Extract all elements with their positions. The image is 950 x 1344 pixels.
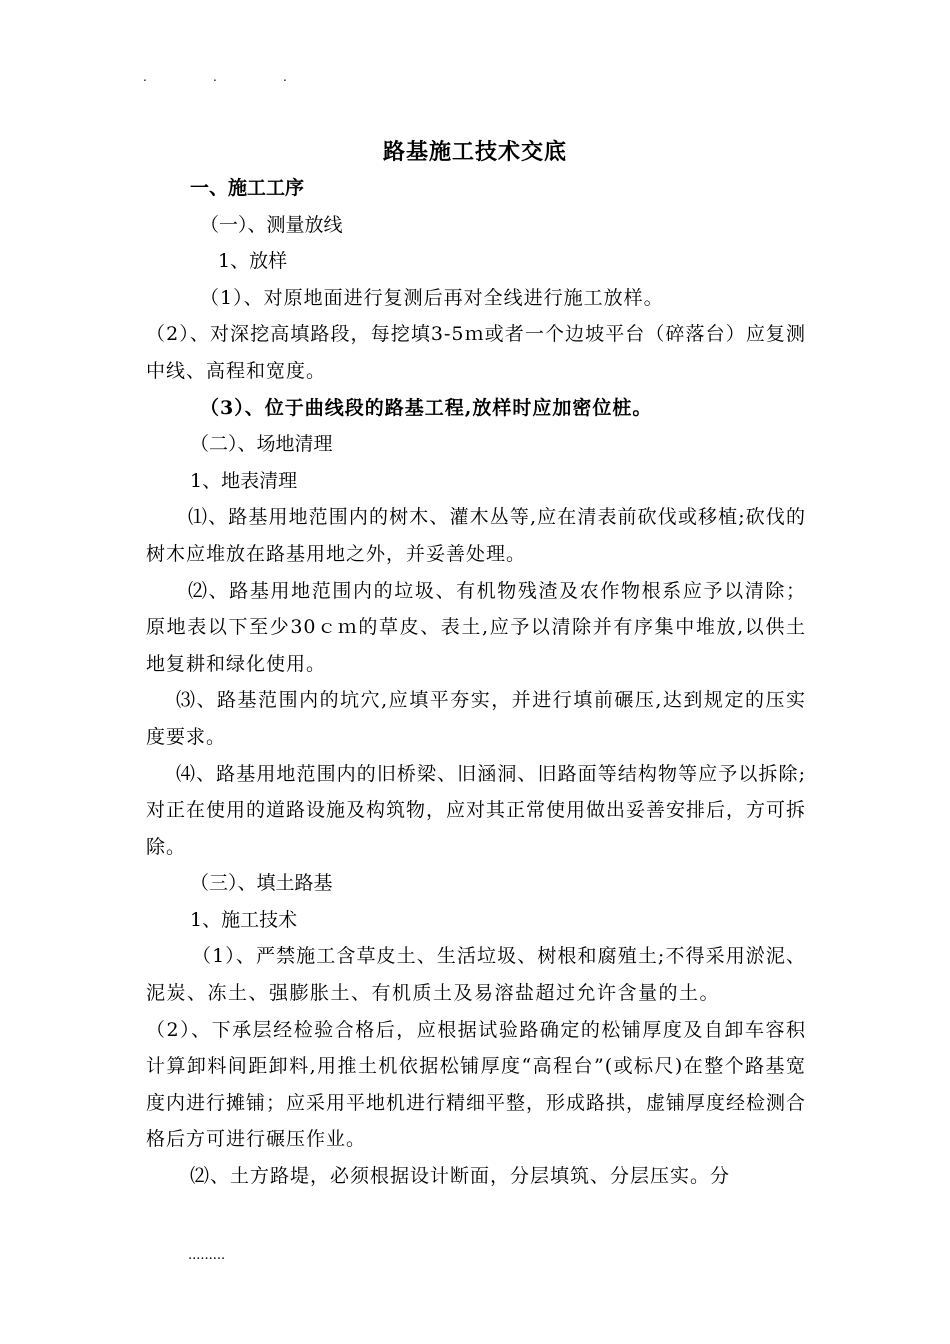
paragraph: ⑷、路基用地范围内的旧桥梁、旧涵洞、旧路面等结构物等应予以拆除;对正在使用的道路设施及构筑物，应对其正常使用做出妥善安排后，方可拆除。 — [146, 762, 807, 858]
paragraph: ⑶、路基范围内的坑穴,应填平夯实，并进行填前碾压,达到规定的压实度要求。 — [146, 689, 806, 748]
document-body — [146, 170, 806, 1195]
paragraph: ⑵、路基用地范围内的垃圾、有机物残渣及农作物根系应予以清除；原地表以下至少30ｃｍ的草皮、表土,应予以清除并有序集中堆放,以供土地复耕和绿化使用。 — [146, 579, 806, 675]
item-heading: 1、施工技术 — [190, 908, 298, 931]
paragraph: （3）、位于曲线段的路基工程,放样时应加密位桩。 — [200, 396, 653, 419]
paragraph-part: （2）、下承层经检验合格后，应根据试验路确定的松铺厚度及自卸车容积计算卸料间距卸料,用推土机依据松铺厚度“高程台”(或标尺)在整个路基宽度内进行摊铺；应采用平地机进行精细平整，形成路拱，虚铺厚度经检测合格后方可进行碾压作业。 — [146, 1018, 807, 1151]
paragraph-part: （1）、严禁施工含草皮土、生活垃圾、树根和腐殖土;不得采用淤泥、泥炭、冻土、强膨胀土、有机质土及易溶盐超过允许含量的土。 — [146, 945, 806, 1005]
paragraph: （1）、对原地面进行复测后再对全线进行施工放样。 — [200, 286, 664, 309]
header-dot: . — [213, 70, 217, 84]
header-dot: . — [283, 70, 287, 84]
page-title: 路基施工技术交底 — [382, 139, 567, 165]
item-heading: 1、地表清理 — [190, 469, 298, 492]
footer-dots: ......... — [188, 1248, 226, 1263]
section-heading: 一、施工工序 — [190, 177, 305, 199]
paragraph: ⑴、路基用地范围内的树木、灌木丛等,应在清表前砍伐或移植;砍伐的树木应堆放在路基用地之外，并妥善处理。 — [146, 506, 806, 565]
subsection-heading: （三）、填土路基 — [190, 872, 333, 895]
paragraph: （2）、对深挖高填路段，每挖填3-5ｍ或者一个边坡平台（碎落台）应复测中线、高程和宽度。 — [146, 323, 806, 382]
subsection-heading: （二）、场地清理 — [190, 433, 333, 456]
header-dots — [143, 70, 353, 84]
paragraph — [146, 938, 806, 1158]
subsection-heading: （一）、测量放线 — [200, 213, 343, 236]
paragraph: ⑵、土方路堤，必须根据设计断面，分层填筑、分层压实。分 — [190, 1165, 731, 1188]
item-heading: 1、放样 — [218, 250, 288, 273]
header-dot: . — [143, 70, 147, 84]
